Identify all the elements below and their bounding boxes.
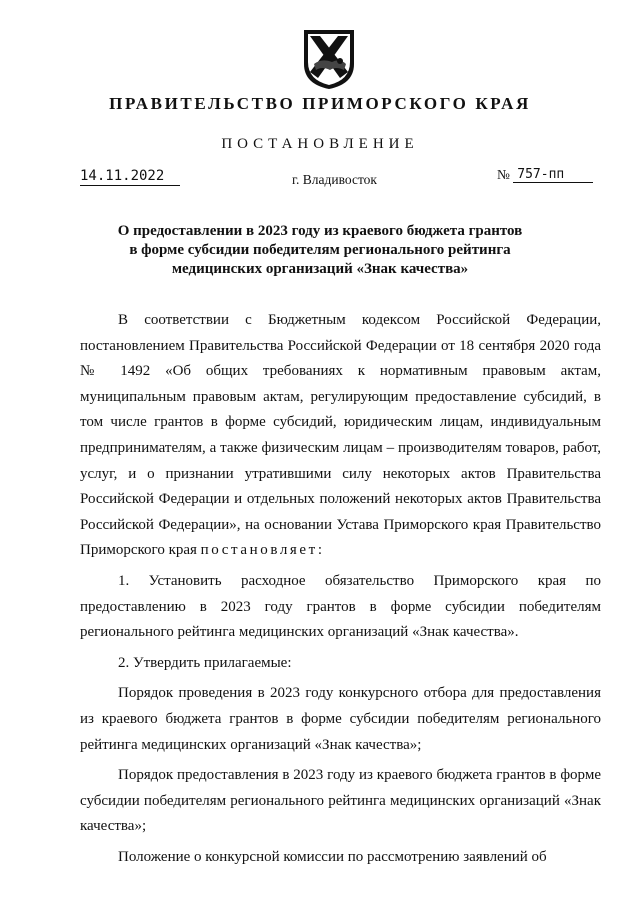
item-paragraph: 1. Установить расходное обязательство Приморского края по предоставлению в 2023 году грантов в форме субсидии победителям регионального рейтинга медицинских организаций «Знак качества».: [80, 572, 601, 641]
document-number: 757-пп: [513, 167, 593, 183]
number-label: №: [497, 167, 510, 182]
government-name: ПРАВИТЕЛЬСТВО ПРИМОРСКОГО КРАЯ: [109, 94, 531, 113]
title-line: медицинских организаций «Знак качества»: [171, 261, 469, 277]
document-title: [60, 222, 580, 279]
decree-word: постановляет:: [200, 542, 325, 559]
document-type: ПОСТАНОВЛЕНИЕ: [221, 136, 419, 152]
document-body: [80, 308, 601, 875]
title-line: О предоставлении в 2023 году из краевого бюджета грантов: [117, 223, 523, 239]
subitem-paragraph: Положение о конкурсной комиссии по рассмотрению заявлений об: [118, 848, 547, 865]
item-paragraph: 2. Утвердить прилагаемые:: [118, 654, 292, 671]
preamble-text: В соответствии с Бюджетным кодексом Российской Федерации, постановлением Правительства Российской Федерации от 18 сентября 2020 года № 1492 «Об общих требованиях к нормативным правовым актам, муниципальным правовым актам, регулирующим предоставление субсидий, в том числе грантов в форме субсидий, юридическим лицам, индивидуальным предпринимателям, а также физическим лицам – производителям товаров, работ, услуг, и о признании утратившими силу некоторых актов Правительства Российской Федерации и отдельных положений некоторых актов Правительства Российской Федерации», на основании Устава Приморского края Правительство Приморского края: [80, 312, 601, 559]
subitem-paragraph: Порядок проведения в 2023 году конкурсного отбора для предоставления из краевого бюджета грантов в форме субсидии победителям регионального рейтинга медицинских организаций «Знак качества»;: [80, 685, 601, 753]
preamble-paragraph: [80, 308, 601, 564]
title-line: в форме субсидии победителям регионального рейтинга: [129, 242, 511, 258]
coat-of-arms-icon: [300, 28, 358, 90]
document-number-block: [497, 166, 593, 183]
subitem-paragraph: Порядок предоставления в 2023 году из краевого бюджета грантов в форме субсидии победителям регионального рейтинга медицинских организаций «Знак качества»;: [80, 767, 601, 835]
document-city: г. Владивосток: [292, 172, 377, 187]
document-date: 14.11.2022: [80, 168, 180, 186]
